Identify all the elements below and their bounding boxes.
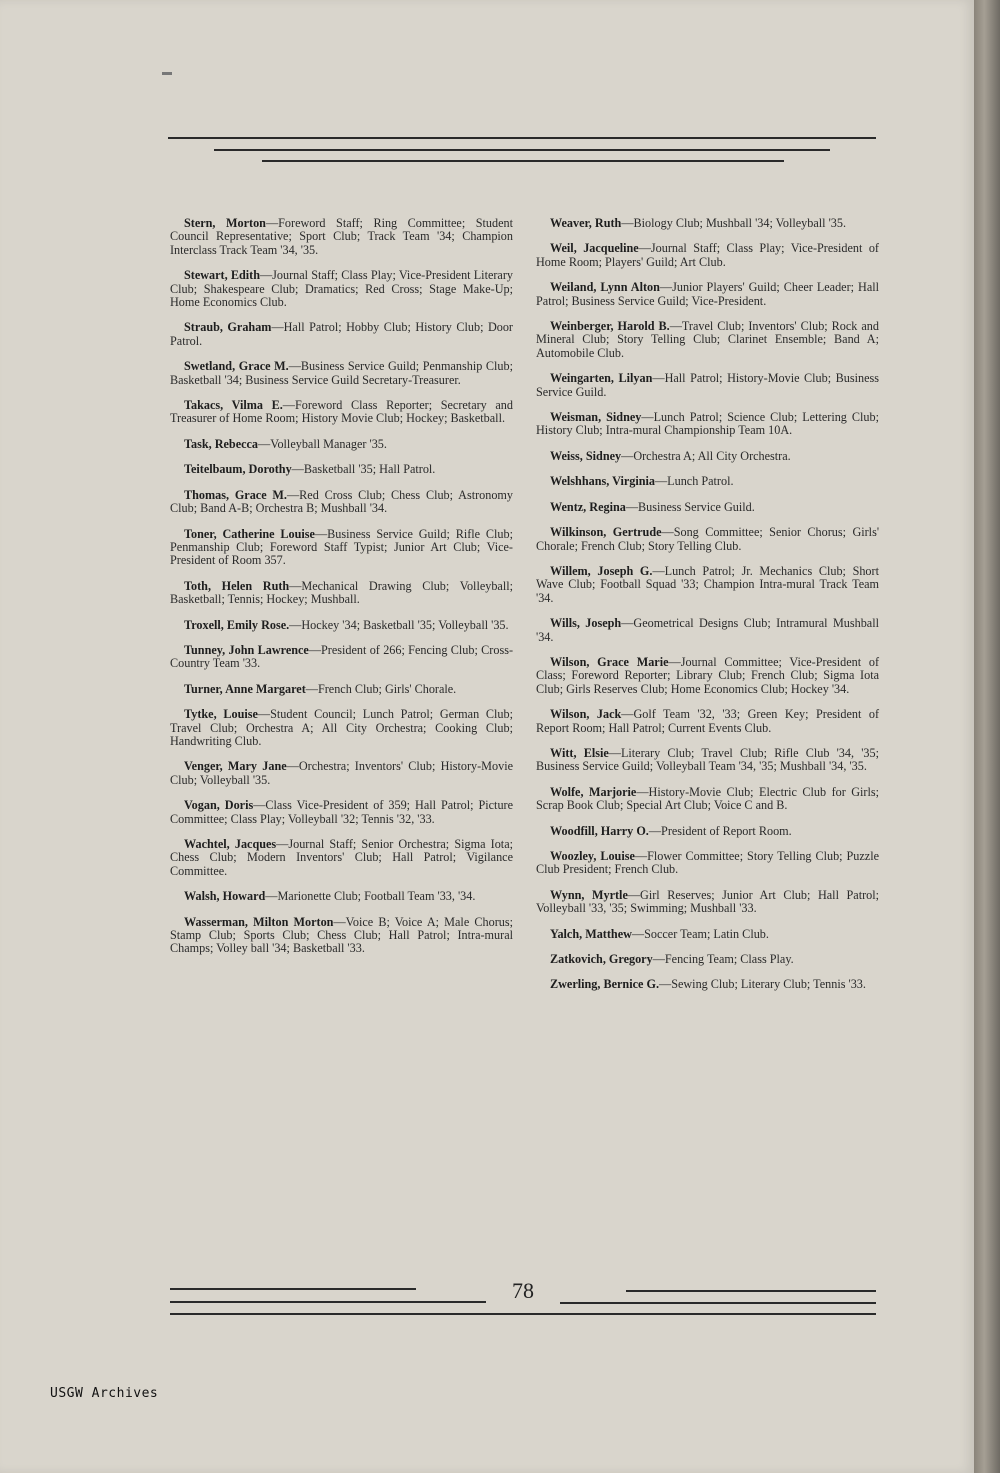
print-speck bbox=[162, 72, 172, 75]
student-entry bbox=[536, 889, 879, 916]
student-activities: —Red Cross Club; Chess Club; Astronomy Club; Band A-B; Orchestra B; Mushball '34. bbox=[170, 487, 513, 516]
student-name: Weinberger, Harold B. bbox=[550, 319, 670, 334]
student-name: Wills, Joseph bbox=[550, 616, 622, 631]
student-activities: —Girl Reserves; Junior Art Club; Hall Patrol; Volleyball '33, '35; Swimming; Mushball '33. bbox=[536, 887, 880, 916]
student-activities: —Orchestra A; All City Orchestra. bbox=[621, 448, 791, 463]
student-entry bbox=[536, 928, 879, 941]
student-name: Toner, Catherine Louise bbox=[184, 526, 315, 541]
student-entry bbox=[170, 916, 513, 956]
student-name: Welshhans, Virginia bbox=[550, 474, 655, 489]
student-name: Venger, Mary Jane bbox=[184, 759, 287, 774]
student-entry bbox=[170, 890, 513, 903]
student-activities: —President of Report Room. bbox=[648, 823, 792, 838]
footer-rule-left-short bbox=[170, 1288, 416, 1290]
student-entry bbox=[170, 760, 513, 787]
student-name: Wolfe, Marjorie bbox=[550, 784, 637, 799]
student-activities: —French Club; Girls' Chorale. bbox=[305, 681, 457, 696]
student-entry bbox=[170, 619, 513, 632]
student-entry bbox=[170, 708, 513, 748]
student-name: Task, Rebecca bbox=[184, 436, 259, 451]
student-activities: —Journal Staff; Senior Orchestra; Sigma Iota; Chess Club; Modern Inventors' Club; Hall Patrol; Vigilance Committee. bbox=[170, 837, 513, 878]
student-activities: —Song Committee; Senior Chorus; Girls' Chorale; French Club; Story Telling Club. bbox=[536, 525, 880, 553]
student-name: Wynn, Myrtle bbox=[550, 887, 628, 902]
footer-rule-full bbox=[170, 1313, 876, 1315]
student-activities: —Hall Patrol; History-Movie Club; Business Service Guild. bbox=[536, 371, 879, 399]
student-activities: —Lunch Patrol; Science Club; Lettering Club; History Club; Intra-mural Championship Team 10A. bbox=[536, 410, 880, 438]
student-name: Tunney, John Lawrence bbox=[184, 642, 309, 657]
footer-rule-left-long bbox=[170, 1301, 486, 1303]
student-activities: —Biology Club; Mushball '34; Volleyball '35. bbox=[621, 216, 847, 230]
header-rule-bottom bbox=[262, 160, 784, 162]
student-name: Wilson, Grace Marie bbox=[550, 654, 669, 669]
student-name: Weiland, Lynn Alton bbox=[550, 280, 660, 295]
student-name: Weingarten, Lilyan bbox=[550, 371, 653, 386]
page-number: 78 bbox=[512, 1278, 534, 1303]
student-name: Wasserman, Milton Morton bbox=[184, 914, 334, 929]
student-activities: —Flower Committee; Story Telling Club; Puzzle Club President; French Club. bbox=[536, 849, 880, 877]
student-activities: —Soccer Team; Latin Club. bbox=[631, 926, 769, 941]
student-activities: —Business Service Guild; Rifle Club; Penmanship Club; Foreword Staff Typist; Junior Art Club; Vice-President of Room 357. bbox=[170, 526, 513, 568]
student-entry bbox=[536, 850, 879, 877]
student-activities: —Fencing Team; Class Play. bbox=[652, 952, 794, 967]
student-activities: —Business Service Guild. bbox=[625, 499, 755, 514]
student-name: Weiss, Sidney bbox=[550, 448, 622, 463]
student-entry bbox=[170, 644, 513, 671]
student-entry bbox=[170, 269, 513, 309]
student-entry bbox=[536, 786, 879, 813]
student-name: Wilkinson, Gertrude bbox=[550, 525, 662, 540]
student-activities: —Travel Club; Inventors' Club; Rock and Mineral Club; Story Telling Club; Clarinet Ensemble; Band A; Automobile Club. bbox=[536, 319, 879, 360]
student-activities: —Student Council; Lunch Patrol; German Club; Travel Club; Orchestra A; All City Orchestra; Cooking Club; Handwriting Club. bbox=[170, 707, 513, 748]
student-activities: —Journal Staff; Class Play; Vice-President of Home Room; Players' Guild; Art Club. bbox=[536, 241, 879, 269]
student-name: Witt, Elsie bbox=[550, 745, 609, 760]
student-activities: —Voice B; Voice A; Male Chorus; Stamp Club; Sports Club; Chess Club; Hall Patrol; Intra-mural Champs; Volley ball '34; Basketball '33. bbox=[170, 914, 513, 956]
student-name: Yalch, Matthew bbox=[550, 926, 632, 941]
student-name: Stern, Morton bbox=[184, 216, 266, 230]
student-entry bbox=[170, 838, 513, 878]
footer-rule-right-short bbox=[626, 1290, 876, 1292]
student-name: Tytke, Louise bbox=[184, 707, 258, 722]
header-rule-middle bbox=[214, 149, 830, 151]
student-name: Turner, Anne Margaret bbox=[184, 681, 306, 696]
student-activities: —Lunch Patrol; Jr. Mechanics Club; Short Wave Club; Football Squad '33; Champion Intra-mural Track Team '34. bbox=[536, 563, 879, 605]
student-activities: —Foreword Class Reporter; Secretary and Treasurer of Home Room; History Movie Club; Hockey; Basketball. bbox=[170, 398, 513, 426]
student-name: Teitelbaum, Dorothy bbox=[184, 462, 292, 477]
student-entry bbox=[536, 953, 879, 966]
student-name: Toth, Helen Ruth bbox=[184, 578, 290, 593]
student-activities: —Journal Committee; Vice-President of Class; Foreword Reporter; Library Club; French Club; Sigma Iota Club; Girls Reserves Club; Home Economics Club; Hockey '34. bbox=[536, 654, 879, 696]
student-entry bbox=[536, 656, 879, 696]
student-entry bbox=[536, 217, 879, 230]
student-entry bbox=[536, 320, 879, 360]
student-name: Straub, Graham bbox=[184, 320, 272, 335]
student-entry bbox=[536, 281, 879, 308]
student-entry bbox=[170, 683, 513, 696]
student-entry bbox=[536, 501, 879, 514]
student-name: Wachtel, Jacques bbox=[184, 837, 277, 851]
student-entry bbox=[536, 825, 879, 838]
student-activities: —Junior Players' Guild; Cheer Leader; Hall Patrol; Business Service Guild; Vice-President. bbox=[536, 280, 880, 308]
student-entry bbox=[170, 463, 513, 476]
student-entry bbox=[170, 528, 513, 568]
student-entry bbox=[170, 399, 513, 426]
student-entry bbox=[170, 489, 513, 516]
student-name: Weisman, Sidney bbox=[550, 410, 642, 425]
student-name: Zwerling, Bernice G. bbox=[550, 977, 659, 992]
right-column bbox=[536, 217, 879, 1004]
student-entry bbox=[536, 526, 879, 553]
student-entry bbox=[170, 580, 513, 607]
student-activities: —Marionette Club; Football Team '33, '34. bbox=[265, 889, 476, 904]
student-name: Zatkovich, Gregory bbox=[550, 952, 653, 967]
student-activities: —Geometrical Designs Club; Intramural Mushball '34. bbox=[536, 616, 879, 644]
student-entry bbox=[536, 450, 879, 463]
student-activities: —Journal Staff; Class Play; Vice-President Literary Club; Shakespeare Club; Dramatics; Red Cross; Stage Make-Up; Home Economics Club. bbox=[170, 268, 513, 310]
student-name: Weaver, Ruth bbox=[550, 216, 622, 230]
student-activities: —Literary Club; Travel Club; Rifle Club '34, '35; Business Service Guild; Volleyball Team '34, '35; Mushball '34, '35. bbox=[536, 745, 879, 774]
header-rule-top bbox=[168, 137, 876, 139]
student-entry bbox=[536, 978, 879, 991]
student-name: Walsh, Howard bbox=[184, 889, 266, 904]
student-entry bbox=[536, 708, 879, 735]
student-name: Willem, Joseph G. bbox=[550, 563, 653, 578]
student-entry bbox=[536, 411, 879, 438]
student-activities: —Volleyball Manager '35. bbox=[258, 436, 387, 451]
page-edge bbox=[974, 0, 1000, 1473]
student-name: Troxell, Emily Rose. bbox=[184, 617, 290, 632]
student-entry bbox=[170, 799, 513, 826]
student-name: Thomas, Grace M. bbox=[184, 487, 287, 502]
student-name: Swetland, Grace M. bbox=[184, 359, 289, 374]
student-entry bbox=[170, 360, 513, 387]
student-entry bbox=[170, 217, 513, 257]
student-name: Woodfill, Harry O. bbox=[550, 823, 649, 838]
student-activities: —Sewing Club; Literary Club; Tennis '33. bbox=[659, 977, 866, 992]
student-activities: —Lunch Patrol. bbox=[654, 474, 734, 489]
student-activities: —Orchestra; Inventors' Club; History-Movie Club; Volleyball '35. bbox=[170, 759, 514, 787]
student-activities: —Hall Patrol; Hobby Club; History Club; Door Patrol. bbox=[170, 320, 513, 348]
student-entry bbox=[536, 617, 879, 644]
student-name: Takacs, Vilma E. bbox=[184, 398, 283, 413]
student-entry bbox=[170, 321, 513, 348]
student-activities: —Class Vice-President of 359; Hall Patrol; Picture Committee; Class Play; Volleyball '32; Tennis '32, '33. bbox=[170, 798, 514, 826]
student-entry bbox=[536, 747, 879, 774]
student-activities: —Business Service Guild; Penmanship Club; Basketball '34; Business Service Guild Secretary-Treasurer. bbox=[170, 359, 514, 387]
student-name: Wilson, Jack bbox=[550, 707, 622, 722]
student-entry bbox=[536, 565, 879, 605]
student-entry bbox=[536, 475, 879, 488]
student-activities: —Golf Team '32, '33; Green Key; President of Report Room; Hall Patrol; Current Events Club. bbox=[536, 707, 880, 735]
student-entry bbox=[536, 242, 879, 269]
student-name: Wentz, Regina bbox=[550, 499, 626, 514]
student-name: Weil, Jacqueline bbox=[550, 241, 639, 256]
student-activities: —President of 266; Fencing Club; Cross-Country Team '33. bbox=[170, 642, 514, 671]
student-name: Woozley, Louise bbox=[550, 849, 635, 863]
student-activities: —Mechanical Drawing Club; Volleyball; Basketball; Tennis; Hockey; Mushball. bbox=[170, 578, 513, 607]
student-entry bbox=[170, 438, 513, 451]
student-name: Vogan, Doris bbox=[184, 798, 254, 813]
left-column bbox=[170, 217, 513, 968]
student-activities: —History-Movie Club; Electric Club for Girls; Scrap Book Club; Special Art Club; Voice C and B. bbox=[536, 784, 880, 813]
archive-watermark: USGW Archives bbox=[50, 1386, 159, 1401]
footer-rule-right-long bbox=[560, 1302, 876, 1304]
student-activities: —Foreword Staff; Ring Committee; Student Council Representative; Sport Club; Track Team '34; Champion Interclass Track Team '34, '35. bbox=[170, 216, 513, 257]
student-activities: —Hockey '34; Basketball '35; Volleyball '35. bbox=[289, 617, 509, 632]
student-entry bbox=[536, 372, 879, 399]
student-activities: —Basketball '35; Hall Patrol. bbox=[291, 462, 436, 477]
student-name: Stewart, Edith bbox=[184, 268, 260, 283]
